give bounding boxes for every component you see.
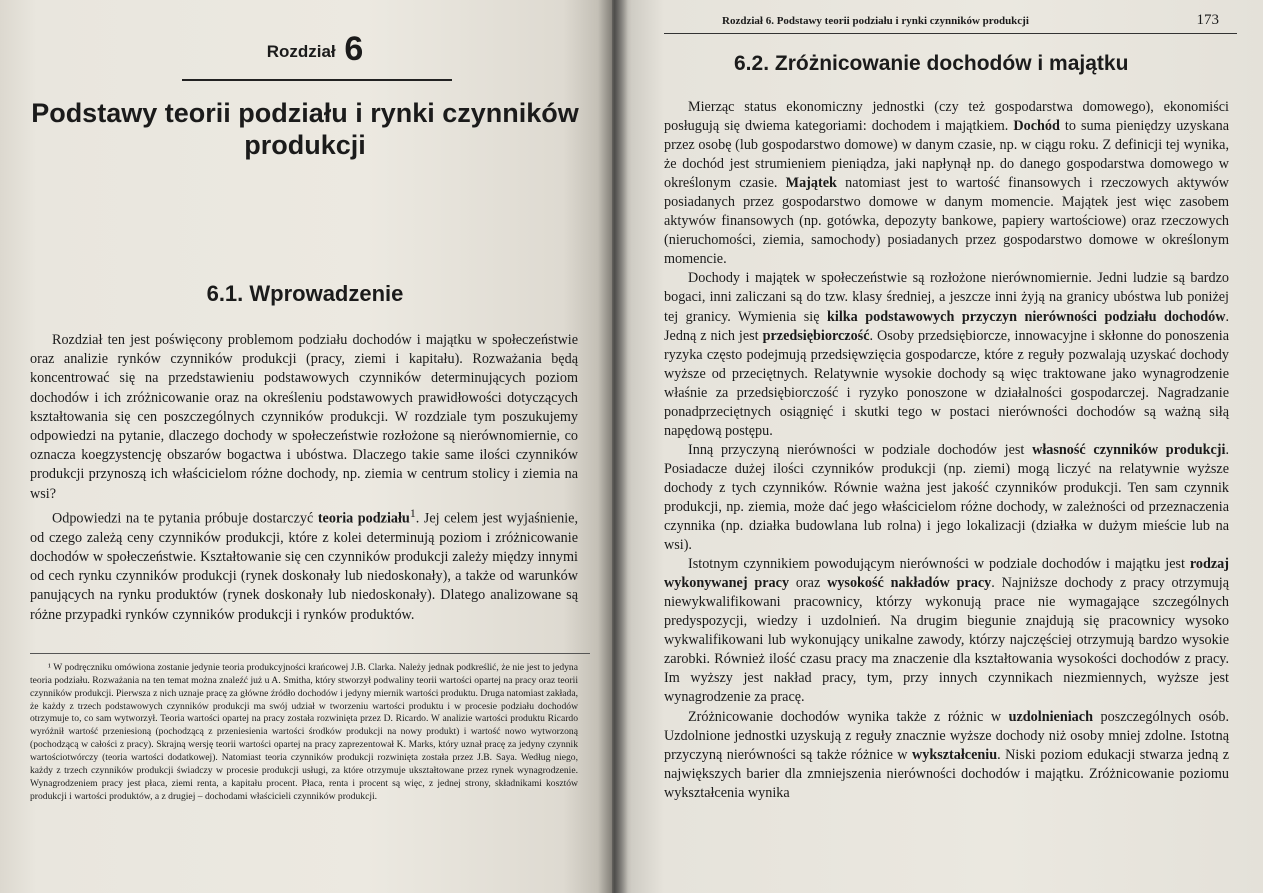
footnote-1: ¹ W podręczniku omówiona zostanie jedynie teoria produkcyjności krańcowej J.B. Clarka. Należy jednak podkreślić, że nie jest to jedyna teoria podziału. Rozważania na ten temat można znaleźć już u A. Smitha, który stworzył podwaliny teorii wartości opartej na pracy oraz teorii czynników produkcji. Pierwsza z nich uznaje pracę za główne źródło dochodów i jedyny miernik wartości produktu. Druga natomiast zakłada, że każdy z trzech podstawowych czynników produkcji ma swój udział w tworzeniu wartości produktu i w procesie podziału dochodów otrzymuje to, co sam wytworzył. Teoria wartości opartej na pracy została rozwinięta przez D. Ricardo. W analizie wartości produktu Ricardo wyróżnił wartość przeniesioną (pochodzącą z przeniesienia wartości środków produkcji na nowy produkt) i wartość nowo wytworzoną (pochodzącą w całości z pracy). Skrajną wersję teorii wartości opartej na pracy zaprezentował K. Marks, który uznał pracę za jedyny czynnik wartościotwórczy (teoria wartości dodatkowej). Natomiast teoria czynników produkcji rozwinięta została przez J.B. Saya. Według niego, każdy z trzech czynników produkcji świadczy w procesie produkcji usługi, za które otrzymuje ukształtowane przez rynek wynagrodzenie. Wynagrodzeniem pracy jest płaca, ziemi renta, a kapitału procent. Płaca, renta i procent są więc, z jednej strony, składnikami kosztów produkcji i wartości produktów, a z drugiej – dochodami właścicieli czynników produkcji. [30,661,579,802]
page-number: 173 [1196,12,1219,28]
section-heading-6-1: 6.1. Wprowadzenie [206,281,404,306]
running-header-title: Rozdział 6. Podstawy teorii podziału i rynki czynników produkcji [722,15,1029,27]
left-page [0,0,612,893]
paragraph: Rozdział ten jest poświęcony problemom podziału dochodów i majątku w społeczeństwie oraz analizie rynków czynników produkcji (pracy, ziemi i kapitału). Rozważania będą koncentrować się na przedstawieniu podstawowych czynników determinujących poziom dochodów i ich zróżnicowanie oraz na określeniu podstawowych prawidłowości dotyczących kształtowania się cen poszczególnych czynników produkcji. W rozdziale tym poszukujemy odpowiedzi na pytanie, dlaczego dochody w społeczeństwie rozłożone są nierównomiernie, co oznacza koegzystencję obszarów bogactwa i ubóstwa. Dlaczego takie same ilości czynników produkcji przynoszą ich właścicielom różne dochody, np. ziemia w centrum stolicy i ziemia na wsi? [30,332,578,502]
left-body-text [28,331,582,625]
right-body-text [664,98,1237,803]
paragraph: Dochody i majątek w społeczeństwie są rozłożone nierównomiernie. Jedni ludzie są bardzo bogaci, inni zaliczani są do tzw. klasy średniej, a jeszcze inni żyją na granicy ubóstwa lub poniżej tej granicy. Wymienia się kilka podstawowych przyczyn nierówności podziału dochodów. Jedną z nich jest przedsiębiorczość. Osoby przedsiębiorcze, innowacyjne i skłonne do ponoszenia ryzyka często podejmują przedsięwzięcia gospodarcze, które z reguły pozwalają uzyskać dochody wyższe od przeciętnych. Relatywnie wysokie dochody są więc traktowane jako wynagrodzenie właśnie za przedsiębiorczość i ryzyko ponoszone w działalności gospodarczej. Nagradzanie ponadprzeciętnych osiągnięć i skutki tego w postaci nierówności dochodów są ważną siłą napędową postępu. [664,270,1229,439]
footnotes [28,662,582,804]
paragraph: Mierząc status ekonomiczny jednostki (czy też gospodarstwa domowego), ekonomiści posługują się dwiema kategoriami: dochodem i majątkiem. Dochód to suma pieniędzy uzyskana przez osobę (lub gospodarstwo domowe) w danym czasie, np. w ciągu roku. Z definicji tej wynika, że dochód jest strumieniem pieniądza, jaki napłynął np. do danego gospodarstwa domowego w określonym czasie. Majątek natomiast jest to wartość finansowych i rzeczowych aktywów posiadanych przez gospodarstwo domowe w danym momencie. Majątek jest więc zasobem aktywów finansowych (np. gotówka, depozyty bankowe, papiery wartościowe) oraz rzeczowych (nieruchomości, ziemia, samochody) posiadanych przez gospodarstwo domowe w określonym momencie. [664,99,1229,268]
footnote-ref: 1 [409,505,416,520]
chapter-word: Rozdział [266,42,336,61]
chapter-label [48,30,582,69]
chapter-number: 6 [344,30,364,68]
paragraph: Istotnym czynnikiem powodującym nierówności w podziale dochodów i majątku jest rodzaj wykonywanej pracy oraz wysokość nakładów pracy. Najniższe dochody z pracy otrzymują niewykwalifikowani pracownicy, którzy wykonują prace nie wymagające szczególnych predyspozycji, wiedzy i uzdolnień. Na drugim biegunie znajdują się pracownicy wysoko wykwalifikowani lub wykonujący unikalne zawody, którzy najczęściej otrzymują bardzo wysokie zarobki. Również ilość czasu pracy ma znaczenie dla kształtowania wysokości dochodów z pracy. Im wyższy jest nakład pracy, tym, przy innych czynnikach niezmiennych, wyższe jest wynagrodzenie za pracę. [664,556,1229,706]
chapter-rule [182,79,452,81]
chapter-title: Podstawy teorii podziału i rynki czynników produkcji [31,98,579,160]
running-header [664,12,1237,34]
paragraph: Odpowiedzi na te pytania próbuje dostarczyć teoria podziału$^1$. Jej celem jest wyjaśnienie, od czego zależą ceny czynników produkcji, które z kolei determinują poziom i zróżnicowanie dochodów w społeczeństwie. Kształtowanie się cen czynników produkcji zależy między innymi od cech rynku czynników produkcji (rynek doskonały lub niedoskonały), a także od warunków panujących na rynku produktów (rynek doskonały lub niedoskonały). Dlatego analizowane są różne przypadki rynków czynników produkcji i rynków produktów. [30,505,578,623]
section-heading-6-2: 6.2. Zróżnicowanie dochodów i majątku [734,52,1129,75]
right-page [612,0,1263,893]
paragraph: Zróżnicowanie dochodów wynika także z różnic w uzdolnieniach poszczególnych osób. Uzdolnione jednostki uzyskują z reguły znacznie wyższe dochody niż osoby mniej zdolne. Istotną przyczyną nierówności są także różnice w wykształceniu. Niski poziom edukacji stwarza jedną z największych barier dla zmniejszenia nierówności dochodów i majątku. Zróżnicowanie poziomu wykształcenia wynika [664,708,1229,801]
paragraph: Inną przyczyną nierówności w podziale dochodów jest własność czynników produkcji. Posiadacze dużej ilości czynników produkcji (np. ziemi) mogą liczyć na relatywnie wyższe dochody z tych czynników. Równie ważna jest jakość czynników produkcji. Ten sam czynnik produkcji, np. ziemia, może dać jego właścicielom różne dochody, w zależności od przeznaczenia czynnika (np. działka budowlana lub rolna) i jego lokalizacji (działka w dużym mieście lub na wsi). [664,441,1230,554]
footnote-divider [30,653,590,654]
